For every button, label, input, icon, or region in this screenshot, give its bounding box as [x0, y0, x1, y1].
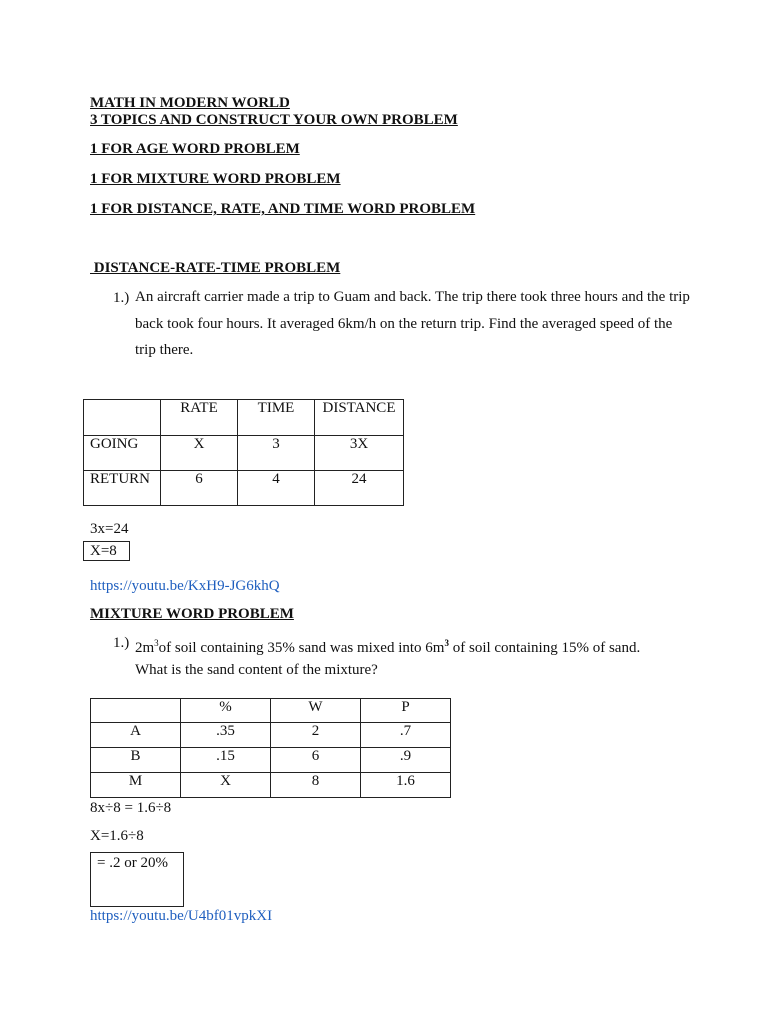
mixture-equation-2: X=1.6÷8 [90, 828, 144, 844]
table-cell: X [181, 773, 271, 798]
topic-age: 1 FOR AGE WORD PROBLEM [90, 141, 300, 157]
table-row [84, 471, 404, 506]
drt-problem-number: 1.) [113, 290, 130, 306]
document-title: MATH IN MODERN WORLD [90, 95, 290, 111]
table-cell: 1.6 [361, 773, 451, 798]
table-row [91, 773, 451, 798]
table-cell [91, 699, 181, 723]
mixture-video-link[interactable]: https://youtu.be/U4bf01vpkXI [90, 908, 273, 924]
table-cell: .35 [181, 723, 271, 748]
table-header-weight: W [271, 699, 361, 723]
mixture-problem-number: 1.) [113, 635, 130, 651]
document-subtitle: 3 TOPICS AND CONSTRUCT YOUR OWN PROBLEM [90, 112, 458, 128]
table-cell: 24 [315, 471, 404, 506]
table-cell: B [91, 748, 181, 773]
table-cell: 3 [238, 436, 315, 471]
table-header-row [84, 400, 404, 436]
table-cell: 8 [271, 773, 361, 798]
table-header-rate: RATE [161, 400, 238, 436]
mixture-answer: = .2 or 20% [97, 855, 168, 871]
table-cell: 4 [238, 471, 315, 506]
table-cell: RETURN [84, 471, 161, 506]
drt-answer: X=8 [90, 543, 117, 559]
table-cell: .7 [361, 723, 451, 748]
table-header-percent: % [181, 699, 271, 723]
drt-heading: DISTANCE-RATE-TIME PROBLEM [90, 260, 341, 276]
superscript: 3 [444, 638, 449, 648]
mixture-problem-line2: What is the sand content of the mixture? [135, 662, 378, 678]
superscript: 3 [154, 638, 159, 648]
table-cell: X [161, 436, 238, 471]
table-header-product: P [361, 699, 451, 723]
mixture-text-b: of soil containing 35% sand was mixed into 6m [158, 640, 445, 656]
drt-equation: 3x=24 [90, 521, 129, 537]
table-row [91, 723, 451, 748]
drt-table [83, 399, 404, 506]
mixture-problem-line1 [135, 634, 640, 657]
mixture-text-a: 2m [135, 640, 155, 656]
table-cell: A [91, 723, 181, 748]
table-cell: 2 [271, 723, 361, 748]
drt-answer-box [83, 541, 130, 561]
mixture-text-c: of soil containing 15% of sand. [448, 640, 641, 656]
mixture-heading: MIXTURE WORD PROBLEM [90, 606, 294, 622]
table-cell: 6 [161, 471, 238, 506]
table-cell: GOING [84, 436, 161, 471]
table-cell [84, 400, 161, 436]
table-row [84, 436, 404, 471]
mixture-equation-1: 8x÷8 = 1.6÷8 [90, 800, 172, 816]
topic-mixture: 1 FOR MIXTURE WORD PROBLEM [90, 171, 341, 187]
drt-problem-text: An aircraft carrier made a trip to Guam and back. The trip there took three hours and the trip back took four hours. It averaged 6km/h on the return trip. Find the averaged speed of the trip there. [135, 289, 690, 358]
drt-video-link[interactable]: https://youtu.be/KxH9-JG6khQ [90, 578, 280, 594]
table-header-time: TIME [238, 400, 315, 436]
table-cell: .15 [181, 748, 271, 773]
table-header-row [91, 699, 451, 723]
table-header-distance: DISTANCE [315, 400, 404, 436]
table-cell: 6 [271, 748, 361, 773]
mixture-table [90, 698, 451, 798]
table-cell: M [91, 773, 181, 798]
mixture-answer-box [90, 852, 184, 907]
table-cell: 3X [315, 436, 404, 471]
table-cell: .9 [361, 748, 451, 773]
topic-distance-rate-time: 1 FOR DISTANCE, RATE, AND TIME WORD PROBLEM [90, 201, 476, 217]
table-row [91, 748, 451, 773]
